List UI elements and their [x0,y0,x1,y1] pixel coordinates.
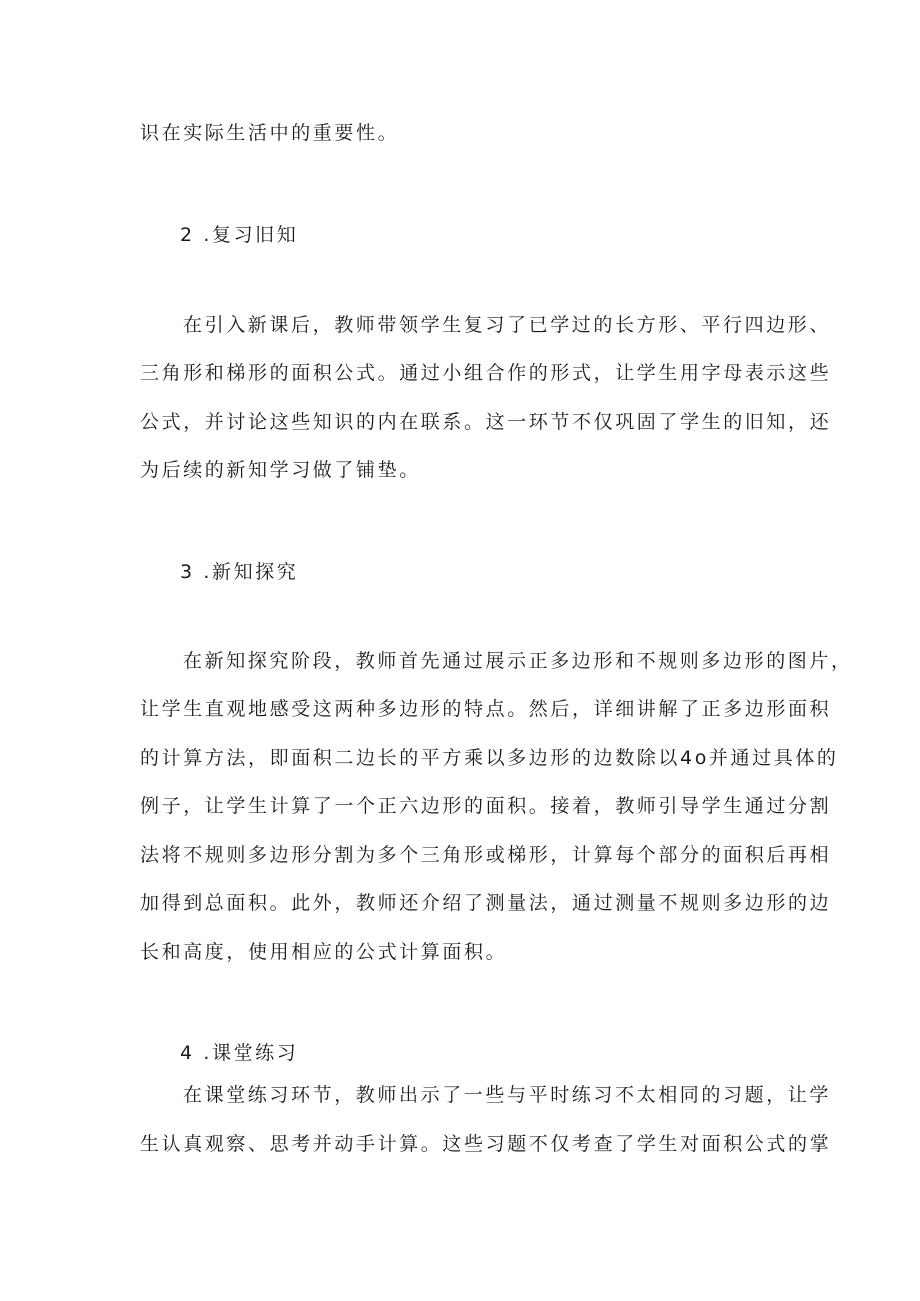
paragraph-line: 在引入新课后，教师带领学生复习了已学过的长方形、平行四边形、 [183,314,832,336]
section-heading-review: 2 .复习旧知 [180,224,299,246]
paragraph-line: 在课堂练习环节，教师出示了一些与平时练习不太相同的习题，让学 [183,1084,832,1106]
section-heading-practice: 4 .课堂练习 [180,1042,299,1064]
section-heading-exploration: 3 .新知探究 [180,561,299,583]
paragraph-line: 三角形和梯形的面积公式。通过小组合作的形式，让学生用字母表示这些 [140,362,832,384]
paragraph-line: 识在实际生活中的重要性。 [140,122,400,144]
paragraph-line: 加得到总面积。此外，教师还介绍了测量法，通过测量不规则多边形的边 [140,892,832,914]
paragraph-line: 公式，并讨论这些知识的内在联系。这一环节不仅巩固了学生的旧知，还 [140,411,832,433]
paragraph-line: 的计算方法，即面积二边长的平方乘以多边形的边数除以4o并通过具体的 [140,747,839,769]
paragraph-line: 生认真观察、思考并动手计算。这些习题不仅考查了学生对面积公式的掌 [140,1133,832,1155]
paragraph-line: 为后续的新知学习做了铺垫。 [140,459,421,481]
paragraph-line: 在新知探究阶段，教师首先通过展示正多边形和不规则多边形的图片， [183,650,853,672]
paragraph-line: 让学生直观地感受这两种多边形的特点。然后，详细讲解了正多边形面积 [140,698,832,720]
paragraph-line: 长和高度，使用相应的公式计算面积。 [140,941,508,963]
paragraph-line: 法将不规则多边形分割为多个三角形或梯形，计算每个部分的面积后再相 [140,844,832,866]
paragraph-line: 例子，让学生计算了一个正六边形的面积。接着，教师引导学生通过分割 [140,795,832,817]
